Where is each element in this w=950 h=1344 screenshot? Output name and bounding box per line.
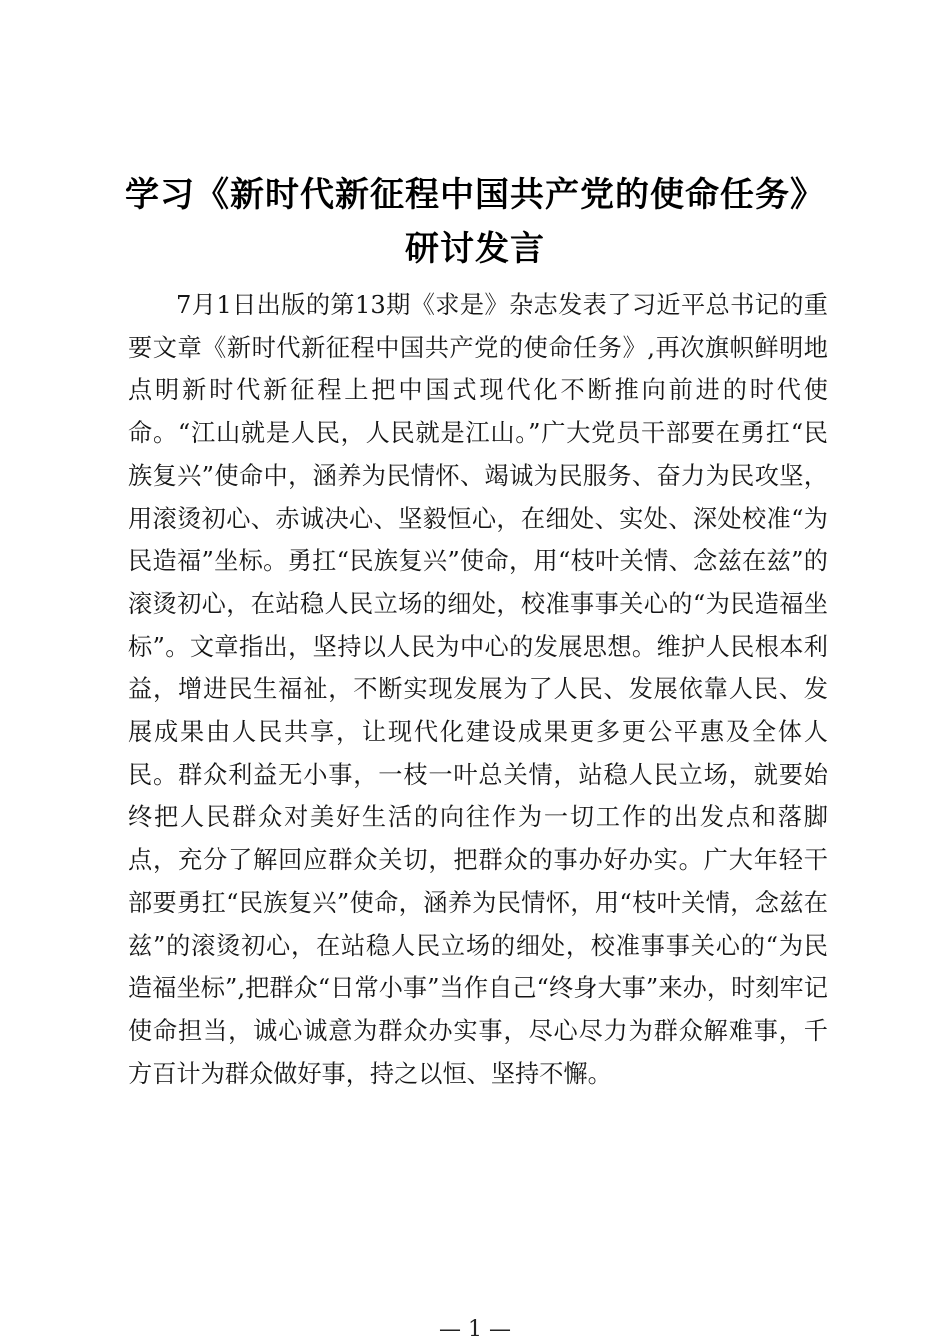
body-paragraph: 7月1日出版的第13期《求是》杂志发表了习近平总书记的重要文章《新时代新征程中国共产党的使命任务》,再次旗帜鲜明地点明新时代新征程上把中国式现代化不断推向前进的时代使命。“江山就是人民，人民就是江山。”广大党员干部要在勇扛“民族复兴”使命中，涵养为民情怀、竭诚为民服务、奋力为民攻坚，用滚烫初心、赤诚决心、坚毅恒心，在细处、实处、深处校准“为民造福”坐标。勇扛“民族复兴”使命，用“枝叶关情、念兹在兹”的滚烫初心，在站稳人民立场的细处，校准事事关心的“为民造福坐标”。文章指出，坚持以人民为中心的发展思想。维护人民根本利益，增进民生福祉，不断实现发展为了人民、发展依靠人民、发展成果由人民共享，让现代化建设成果更多更公平惠及全体人民。群众利益无小事，一枝一叶总关情，站稳人民立场，就要始终把人民群众对美好生活的向往作为一切工作的出发点和落脚点，充分了解回应群众关切，把群众的事办好办实。广大年轻干部要勇扛“民族复兴”使命，涵养为民情怀，用“枝叶关情，念兹在兹”的滚烫初心，在站稳人民立场的细处，校准事事关心的“为民造福坐标”,把群众“日常小事”当作自己“终身大事”来办，时刻牢记使命担当，诚心诚意为群众办实事，尽心尽力为群众解难事，千方百计为群众做好事，持之以恒、坚持不懈。 xyxy=(128,291,828,1088)
document-title xyxy=(100,168,850,276)
title-line-2: 研讨发言 xyxy=(405,229,545,269)
page-number: — 1 — xyxy=(439,1317,511,1342)
title-line-1: 学习《新时代新征程中国共产党的使命任务》 xyxy=(125,175,825,215)
document-body xyxy=(128,284,828,1095)
